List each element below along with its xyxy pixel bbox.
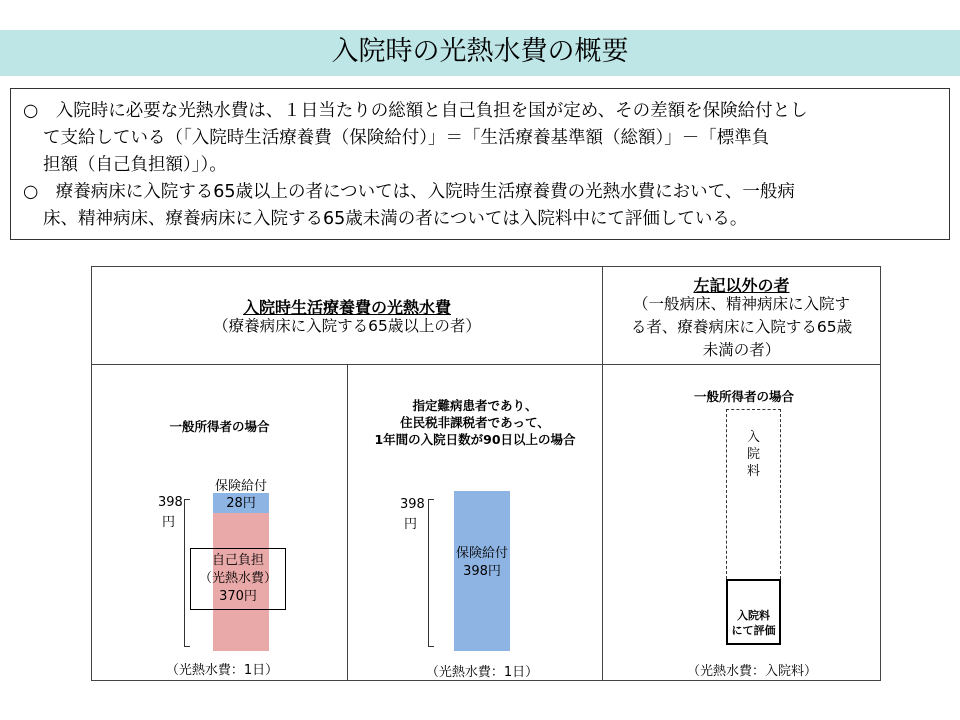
col3-eval-label: 入院料 [737, 609, 770, 622]
col2-insurance-value: 398円 [463, 564, 501, 579]
col2-heading: 1年間の入院日数が90日以上の場合 [374, 432, 576, 447]
col1-self-label: （光熱水費） [198, 571, 277, 586]
col3-dashed-char: 料 [746, 464, 760, 479]
summary-line: て支給している（「入院時生活療養費（保険給付）」＝「生活療養基準額（総額）」－「標準負 [43, 128, 770, 148]
col2-total-unit: 円 [404, 517, 418, 532]
col1-caption: （光熱水費：1日） [165, 663, 279, 678]
col2-total-num: 398 [400, 497, 425, 512]
col2-heading: 住民税非課税者であって、 [400, 415, 550, 430]
summary-line: 担額（自己負担額）」）。 [43, 155, 227, 175]
col2-insurance-label: 保険給付 [455, 546, 508, 561]
summary-box [10, 88, 950, 240]
page-title: 入院時の光熱水費の概要 [331, 36, 629, 67]
summary-line: ○ 療養病床に入院する65歳以上の者については、入院時生活療養費の光熱水費において、一般病 [23, 182, 795, 202]
col3-dashed-char: 院 [746, 447, 760, 462]
right-header-title: 左記以外の者 [693, 276, 790, 295]
col1-insurance-label: 保険給付 [214, 479, 267, 494]
col2-caption: （光熱水費：1日） [425, 665, 539, 680]
summary-line: 床、精神病床、療養病床に入院する65歳未満の者については入院料中にて評価している。 [43, 209, 748, 229]
right-header-sub: る者、療養病床に入院する65歳 [630, 318, 853, 336]
col1-heading: 一般所得者の場合 [169, 419, 270, 434]
table-divider [92, 364, 880, 365]
left-header-subtitle: （療養病床に入院する65歳以上の者） [213, 317, 481, 335]
col1-total-unit: 円 [162, 515, 176, 530]
right-header-sub: （一般病床、精神病床に入院す [632, 295, 850, 313]
comparison-table [91, 266, 881, 681]
col1-self-label: 自己負担 [211, 553, 264, 568]
col1-total-num: 398 [158, 495, 183, 510]
col3-heading: 一般所得者の場合 [693, 389, 794, 404]
right-header-sub: 未満の者） [702, 341, 781, 359]
col3-caption: （光熱水費：入院料） [686, 664, 817, 679]
col1-self-value: 370円 [219, 589, 257, 604]
col2-heading: 指定難病患者であり、 [412, 398, 538, 413]
col3-eval-label: にて評価 [731, 624, 776, 637]
col3-dashed-char: 入 [746, 430, 760, 445]
left-header-title: 入院時生活療養費の光熱水費 [242, 298, 451, 317]
col1-insurance-value: 28円 [226, 496, 256, 511]
summary-line: ○ 入院時に必要な光熱水費は、１日当たりの総額と自己負担を国が定め、その差額を保険給付とし [23, 101, 808, 121]
